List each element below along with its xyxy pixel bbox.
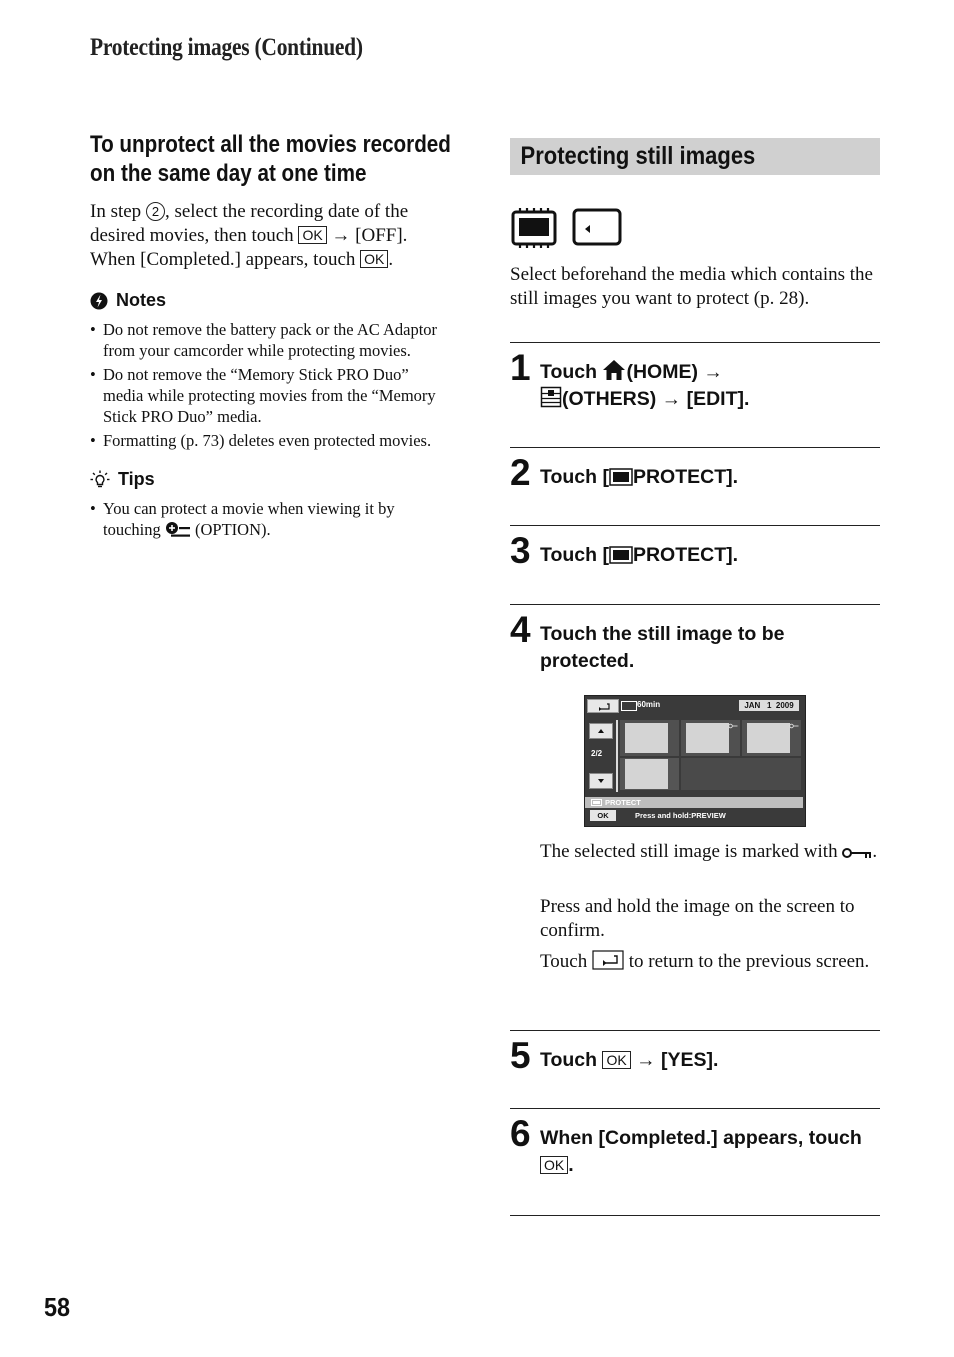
thumbnail-cell[interactable]: [742, 720, 801, 756]
text: You can protect a movie when viewing it by touching: [103, 499, 395, 539]
home-icon: [602, 359, 626, 381]
mode-bar: [585, 797, 803, 808]
unprotect-paragraph: [90, 200, 452, 272]
unprotect-heading: To unprotect all the movies recorded on the same day at one time: [90, 131, 451, 187]
empty-cell: [681, 758, 801, 790]
text: .: [388, 249, 394, 270]
section-title: Protecting still images: [520, 142, 756, 170]
protect-key-icon: [842, 848, 872, 860]
hint-text: Press and hold:PREVIEW: [635, 811, 726, 820]
text: Touch [: [540, 466, 609, 488]
lcd-screen: [584, 695, 806, 827]
thumbnail-cell[interactable]: [681, 720, 740, 756]
list-item: [90, 498, 452, 540]
step-text: [540, 359, 880, 413]
circled-step-number: 2: [146, 202, 165, 221]
ok-button-icon: OK: [602, 1051, 630, 1069]
thumbnail-image: [747, 723, 790, 753]
lightbulb-icon: [90, 470, 110, 490]
thumbnail-cell[interactable]: [620, 758, 679, 790]
after-step4-note1: [540, 840, 880, 864]
text: PROTECT].: [632, 544, 739, 566]
after-step4-note2: Press and hold the image on the screen to confirm.: [540, 896, 855, 941]
intro-paragraph: Select beforehand the media which contains the still images you want to protect (p. 28).: [510, 264, 873, 309]
ok-button-icon: OK: [540, 1156, 568, 1174]
notes-title: Notes: [116, 290, 167, 310]
step-number: 5: [510, 1035, 531, 1076]
text: Touch: [540, 1049, 598, 1071]
text: Touch: [540, 361, 598, 383]
text: .: [872, 841, 878, 862]
step-text: [540, 1125, 880, 1179]
tips-title: Tips: [118, 469, 155, 489]
text: to return to the previous screen.: [628, 951, 870, 972]
screen-ok-button[interactable]: OK: [590, 810, 616, 821]
notes-label: [90, 290, 452, 311]
text: When [Completed.] appears, touch: [540, 1127, 862, 1149]
running-head: Protecting images (Continued): [90, 34, 363, 61]
battery-remaining: 60min: [637, 700, 661, 709]
notes-list: [90, 319, 452, 451]
text: (OTHERS) → [EDIT].: [562, 388, 750, 410]
step-2: [510, 447, 880, 526]
step-text: Touch the still image to be protected.: [540, 623, 785, 672]
step-text: [540, 464, 880, 491]
return-icon: [588, 701, 618, 713]
text: (OPTION).: [195, 520, 271, 539]
list-item: • Do not remove the “Memory Stick PRO Duo” media while protecting movies from the “Memory Stick PRO Duo” media.: [90, 364, 452, 427]
after-step4-note3: [540, 950, 880, 974]
still-image-icon: [591, 799, 602, 806]
text: Touch: [540, 951, 588, 972]
scroll-down-button[interactable]: [589, 773, 613, 789]
triangle-up-icon: [590, 724, 612, 738]
step-3: [510, 525, 880, 604]
text: The selected still image is marked with: [540, 841, 838, 862]
step-number: 1: [510, 347, 531, 388]
page-number: 58: [44, 1292, 71, 1322]
date-display: JAN 1 2009: [739, 700, 799, 711]
thumbnail-image: [625, 723, 668, 753]
text: (HOME) →: [626, 361, 723, 383]
still-image-icon: [609, 546, 633, 564]
step-number: 4: [510, 609, 531, 650]
step-number: 2: [510, 452, 531, 493]
step-text: [540, 1047, 880, 1074]
text: → [OFF]. When [Completed.] appears, touch: [90, 225, 408, 270]
text: , select the recording date of the desired movies, then touch: [90, 201, 409, 246]
still-image-icon: [609, 468, 633, 486]
step-6: [510, 1108, 880, 1216]
option-icon: [165, 520, 191, 538]
tips-list: [90, 498, 452, 540]
right-column: [510, 138, 880, 311]
thumbnail-image: [686, 723, 729, 753]
text: → [YES].: [636, 1049, 719, 1071]
triangle-down-icon: [590, 774, 612, 788]
scroll-up-button[interactable]: [589, 723, 613, 739]
step-number: 3: [510, 530, 531, 571]
step-text: [540, 542, 880, 569]
internal-memory-icon: [510, 207, 558, 249]
tips-label: [90, 469, 452, 490]
text: Touch [: [540, 544, 609, 566]
scrollbar[interactable]: [616, 720, 618, 792]
list-item: • Formatting (p. 73) deletes even protected movies.: [90, 430, 452, 451]
ok-button-icon: OK: [298, 226, 326, 244]
step-number: 6: [510, 1113, 531, 1154]
text: .: [568, 1154, 574, 1176]
protect-key-icon: [789, 723, 799, 729]
thumbnail-cell[interactable]: [620, 720, 679, 756]
battery-icon: [621, 701, 637, 711]
return-button[interactable]: [587, 699, 619, 713]
page-indicator: 2/2: [591, 749, 603, 758]
list-item: • Do not remove the battery pack or the AC Adaptor from your camcorder while protecting movies.: [90, 319, 452, 361]
step-4: [510, 604, 880, 685]
media-icons: [510, 207, 880, 249]
protect-key-icon: [728, 723, 738, 729]
section-title-bar: [510, 138, 880, 175]
others-icon: [540, 386, 562, 408]
text: PROTECT].: [632, 466, 739, 488]
step-1: [510, 342, 880, 447]
notes-icon: [90, 292, 108, 310]
left-column: [90, 130, 452, 543]
thumbnail-image: [625, 759, 668, 789]
memory-stick-icon: [572, 207, 622, 247]
ok-button-icon: OK: [360, 250, 388, 268]
mode-label: PROTECT: [605, 798, 641, 807]
return-icon: [592, 950, 624, 970]
text: In step: [90, 201, 142, 222]
step-5: [510, 1030, 880, 1109]
